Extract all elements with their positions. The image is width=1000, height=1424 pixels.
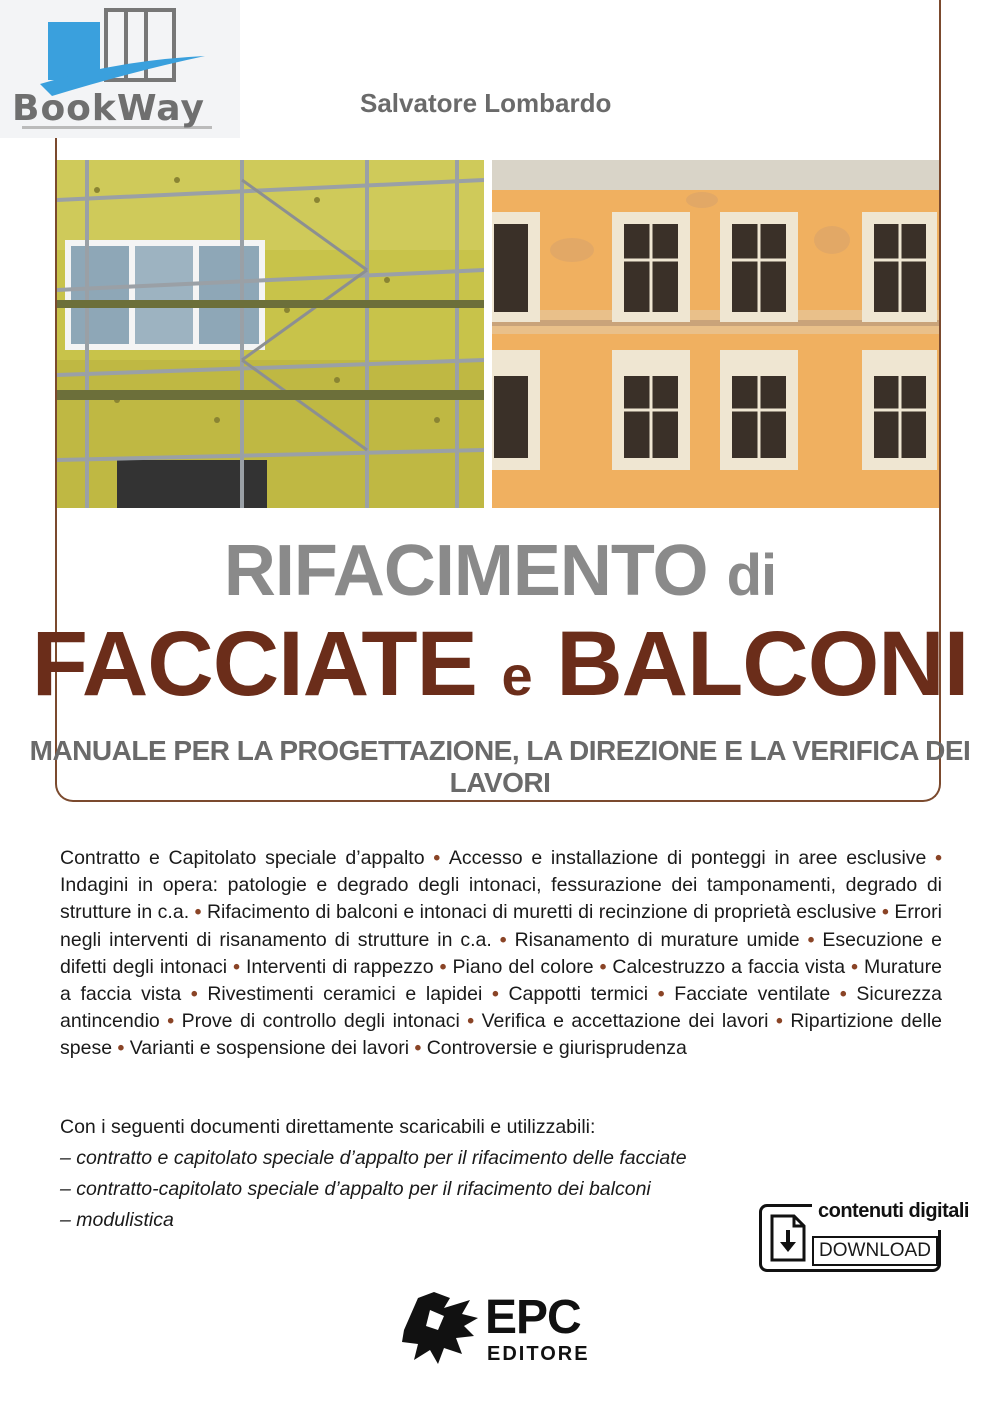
bullet-separator: • [593,955,613,978]
frame-edge [939,0,941,160]
topic-item: Interventi di rappezzo [245,955,434,978]
topic-item: Cappotti termici [508,983,649,1006]
title-main: RIFACIMENTO [223,531,708,611]
bullet-separator: • [227,955,246,978]
topic-item: Facciate ventilate [674,983,831,1006]
topic-item: Accesso e installazione di ponteggi in aree esclusive [448,847,927,869]
title-e: e [501,644,532,707]
title-di: di [726,543,777,608]
author-name: Salvatore Lombardo [360,88,612,118]
bullet-separator: • [830,983,857,1006]
bullet-separator: • [409,1037,427,1060]
topic-item: Piano del colore [452,955,594,978]
bullet-separator: • [648,983,675,1006]
lion-head-icon [400,1290,480,1366]
documents-intro: Con i seguenti documenti direttamente scaricabili e utilizzabili: [60,1116,596,1138]
topics-paragraph [60,845,942,1063]
photo-facade [492,160,939,508]
publisher-name: EPC [485,1291,581,1344]
topic-item: Errori negli interventi di risanamento di strutture in c.a. [60,901,942,951]
bullet-separator: • [768,1010,791,1033]
topic-item: Contratto e Capitolato speciale d’appalto [60,847,425,869]
bullet-separator: • [189,901,207,924]
publisher-sub: EDITORE [487,1343,590,1365]
topic-item: Risanamento di murature umide [514,928,800,951]
topic-item: Verifica e accettazione dei lavori [481,1010,769,1033]
documents-list [60,1112,687,1236]
topic-item: Murature a faccia vista [60,955,942,1006]
document-item: – modulistica [60,1209,174,1231]
bullet-separator: • [876,901,895,924]
topic-item: Controversie e giurisprudenza [426,1037,687,1060]
bullet-separator: • [112,1037,130,1060]
topic-item: Prove di controllo degli intonaci [181,1010,460,1033]
badge-label: contenuti digitali [818,1200,969,1222]
logo-text: BookWay [12,88,205,129]
bullet-separator: • [491,928,515,951]
topic-item: Ripartizione delle spese [60,1010,943,1060]
bookway-logo [0,0,240,138]
topic-item: Esecuzione e difetti degli intonaci [60,928,943,978]
title-balconi: BALCONI [556,613,969,715]
document-item: – contratto-capitolato speciale d’appalto per il rifacimento dei balconi [60,1178,651,1200]
topic-item: Rivestimenti ceramici e lapidei [207,983,483,1006]
photo-scaffolding [57,160,484,508]
bullet-separator: • [845,955,864,978]
topic-item: Calcestruzzo a faccia vista [612,955,846,978]
title-line-2 [0,612,1000,717]
title-facciate: FACCIATE [31,613,477,715]
download-file-icon [768,1212,808,1264]
bullet-separator: • [459,1010,482,1033]
bullet-separator: • [433,955,453,978]
bullet-separator: • [424,847,449,869]
bullet-separator: • [926,847,942,869]
topic-item: Sicurezza antincendio [60,983,943,1033]
bullet-separator: • [181,983,208,1006]
title-line-1 [0,530,1000,612]
download-button: DOWNLOAD [812,1236,938,1266]
subtitle: MANUALE PER LA PROGETTAZIONE, LA DIREZIONE E LA VERIFICA DEI LAVORI [29,735,971,798]
topic-item: Varianti e sospensione dei lavori [129,1037,410,1060]
bullet-separator: • [482,983,509,1006]
topic-item: Indagini in opera: patologie e degrado degli intonaci, fessurazione dei tamponamenti, degrado di strutture in c.a. [60,874,942,924]
topic-item: Rifacimento di balconi e intonaci di muretti di recinzione di proprietà esclusive [206,901,877,924]
bullet-separator: • [799,928,823,951]
bullet-separator: • [159,1010,182,1033]
document-item: – contratto e capitolato speciale d’appalto per il rifacimento delle facciate [60,1147,687,1169]
